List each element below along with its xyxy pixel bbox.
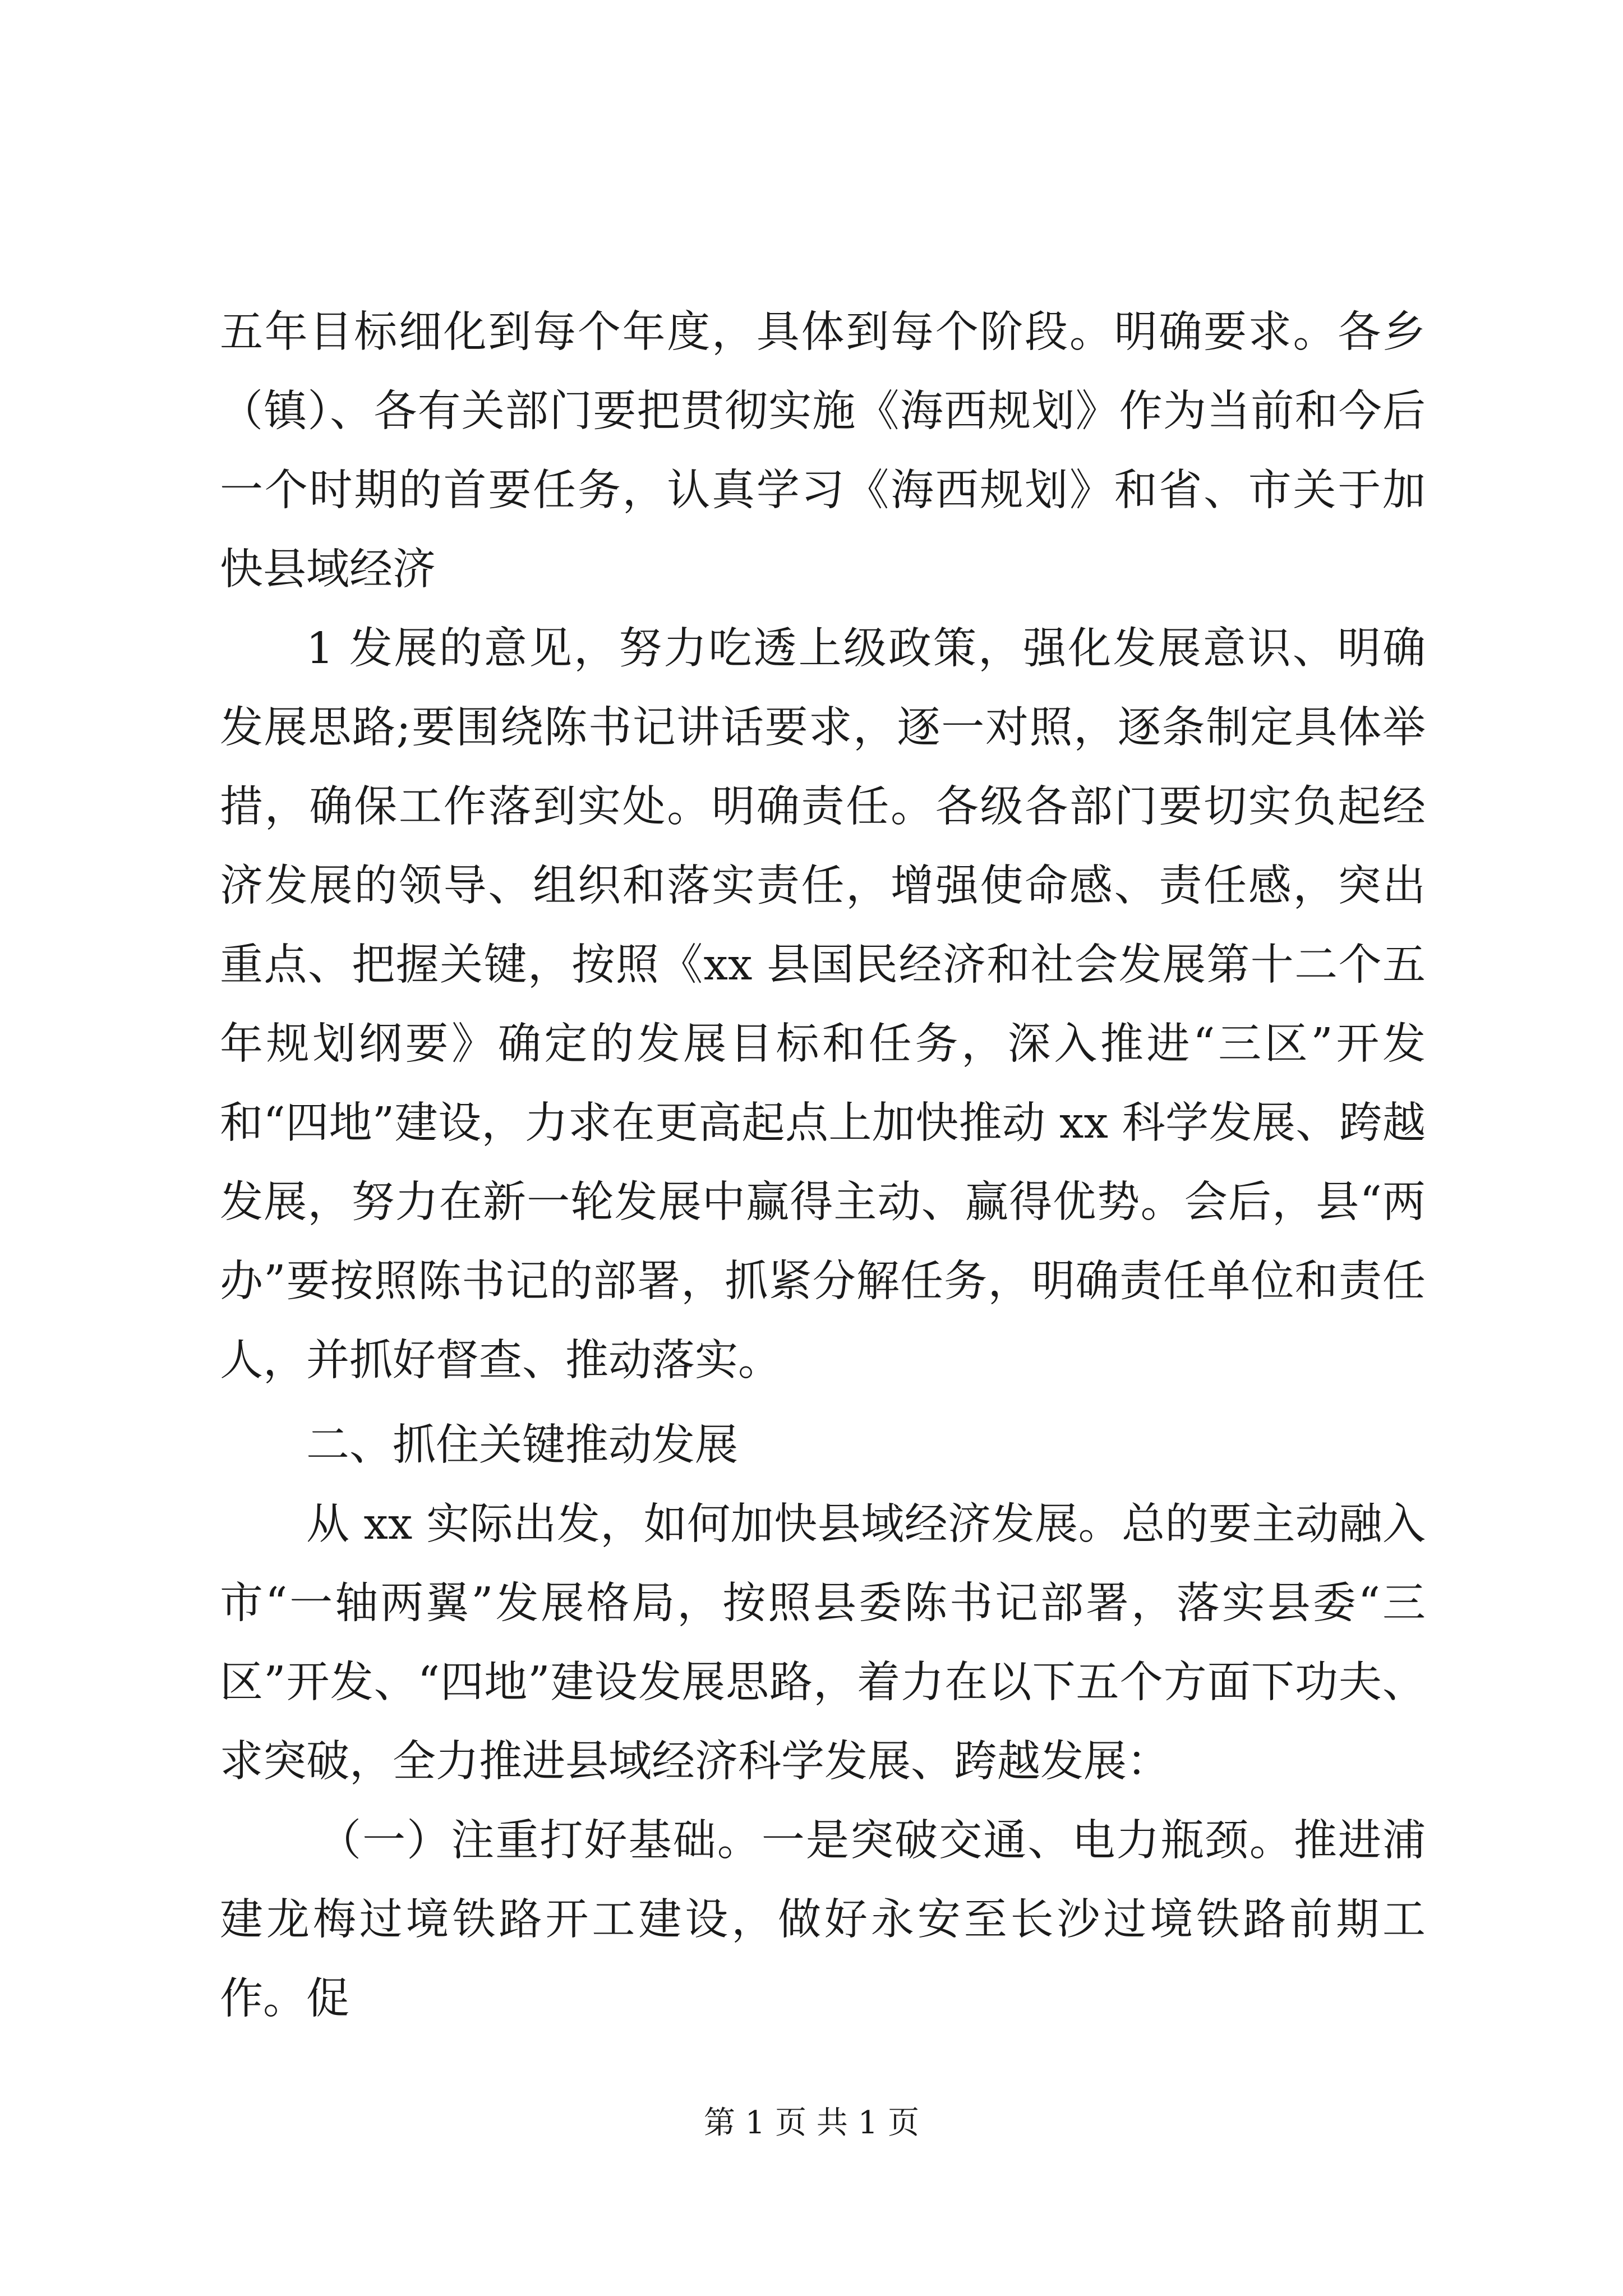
paragraph-responsibility: 1 发展的意见，努力吃透上级政策，强化发展意识、明确发展思路;要围绕陈书记讲话要求，逐一对照，逐条制定具体举措，确保工作落到实处。明确责任。各级各部门要切实负起经济发展的领导、组织和落实责任，增强使命感、责任感，突出重点、把握关键，按照《xx 县国民经济和社会发展第十二个五年规划纲要》确定的发展目标和任务，深入推进“三区”开发和“四地”建设，力求在更高起点上加快推动 xx 科学发展、跨越发展，努力在新一轮发展中赢得主动、赢得优势。会后，县“两办”要按照陈书记的部署，抓紧分解任务，明确责任单位和责任人，并抓好督查、推动落实。 [220,624,1426,1386]
paragraph-foundation: （一）注重打好基础。一是突破交通、电力瓶颈。推进浦建龙梅过境铁路开工建设，做好永安至长沙过境铁路前期工作。促 [220,1816,1426,2024]
section-heading: 二、抓住关键推动发展 [306,1420,738,1470]
paragraph-continuation: 五年目标细化到每个年度，具体到每个阶段。明确要求。各乡（镇）、各有关部门要把贯彻实施《海西规划》作为当前和今后一个时期的首要任务，认真学习《海西规划》和省、市关于加快县域经济 [220,307,1426,595]
paragraph-approach: 从 xx 实际出发，如何加快县域经济发展。总的要主动融入市“一轴两翼”发展格局，按照县委陈书记部署，落实县委“三区”开发、“四地”建设发展思路，着力在以下五个方面下功夫、求突破，全力推进县域经济科学发展、跨越发展： [220,1499,1426,1787]
document-body [220,293,1426,2039]
page-footer: 第 1 页 共 1 页 [703,2105,920,2141]
